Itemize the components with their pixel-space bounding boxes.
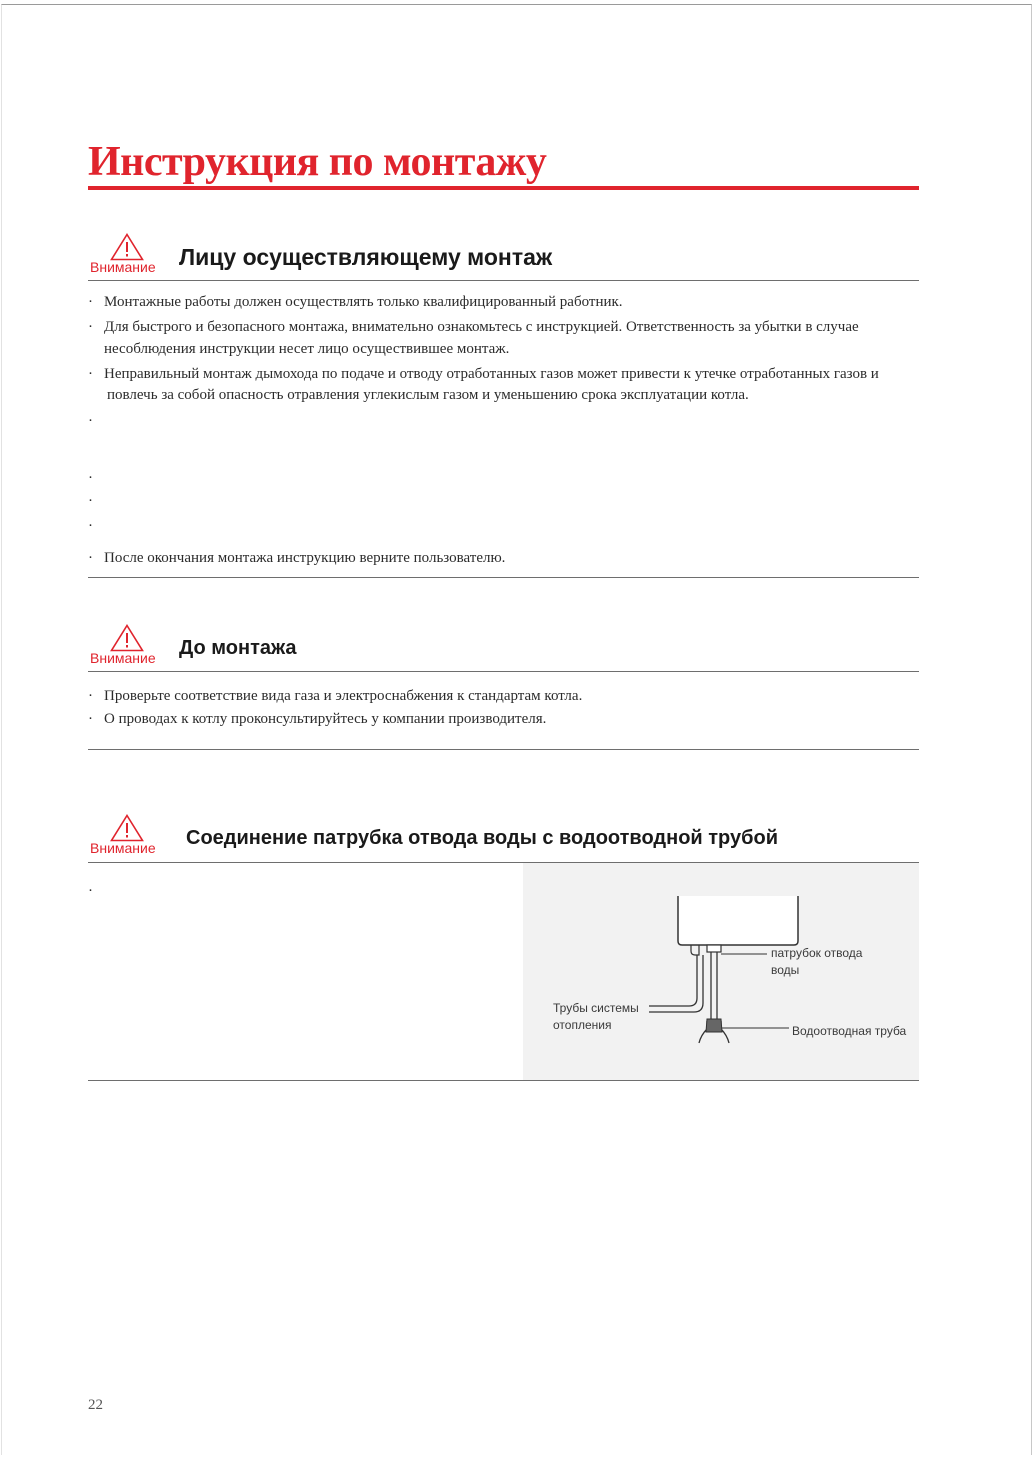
section-heading-drain-connection: Соединение патрубка отвода воды с водоотводной трубой	[186, 827, 778, 849]
warning-label: Внимание	[90, 650, 156, 666]
empty-list-item: ·	[88, 493, 93, 509]
page-title: Инструкция по монтажу	[88, 139, 547, 185]
label-heating-pipes: Трубы системы отопления	[553, 1001, 639, 1032]
warning-badge	[88, 233, 168, 277]
section-rule	[88, 280, 919, 281]
section-rule	[88, 1080, 919, 1081]
warning-badge	[88, 624, 168, 668]
list-item-continuation: повлечь за собой опасность отравления углекислым газом и уменьшению срока эксплуатации котла.	[107, 387, 749, 403]
page-number: 22	[88, 1397, 103, 1413]
list-item: · После окончания монтажа инструкцию верните пользователю.	[88, 550, 506, 566]
warning-triangle-icon	[110, 233, 144, 261]
section-rule	[88, 749, 919, 750]
section-heading-installer: Лицу осуществляющему монтаж	[179, 244, 553, 270]
warning-triangle-icon	[110, 814, 144, 842]
warning-badge	[88, 814, 168, 858]
label-drain-pipe: Водоотводная труба	[792, 1024, 907, 1038]
label-outlet-nipple: патрубок отвода воды	[771, 946, 863, 977]
warning-triangle-icon	[110, 624, 144, 652]
section-rule	[88, 577, 919, 578]
list-item: · Неправильный монтаж дымохода по подаче и отводу отработанных газов может привести к утечке отработанных газов и	[88, 366, 879, 382]
warning-label: Внимание	[90, 259, 156, 275]
empty-list-item: ·	[88, 413, 93, 429]
list-item: · О проводах к котлу проконсультируйтесь у компании производителя.	[88, 711, 547, 727]
list-item: · Монтажные работы должен осуществлять только квалифицированный работник.	[88, 294, 623, 310]
empty-list-item: ·	[88, 883, 93, 899]
list-item: · Проверьте соответствие вида газа и электроснабжения к стандартам котла.	[88, 688, 583, 704]
list-item: · Для быстрого и безопасного монтажа, внимательно ознакомьтесь с инструкцией. Ответственность за убытки в случае	[88, 319, 859, 335]
title-rule	[88, 186, 919, 190]
section-rule	[88, 671, 919, 672]
list-item-continuation: несоблюдения инструкции несет лицо осуществившее монтаж.	[104, 341, 510, 357]
empty-list-item: ·	[88, 470, 93, 486]
warning-label: Внимание	[90, 840, 156, 856]
drain-connection-figure	[523, 863, 919, 1080]
empty-list-item: ·	[88, 518, 93, 534]
section-heading-before-install: До монтажа	[179, 637, 297, 659]
